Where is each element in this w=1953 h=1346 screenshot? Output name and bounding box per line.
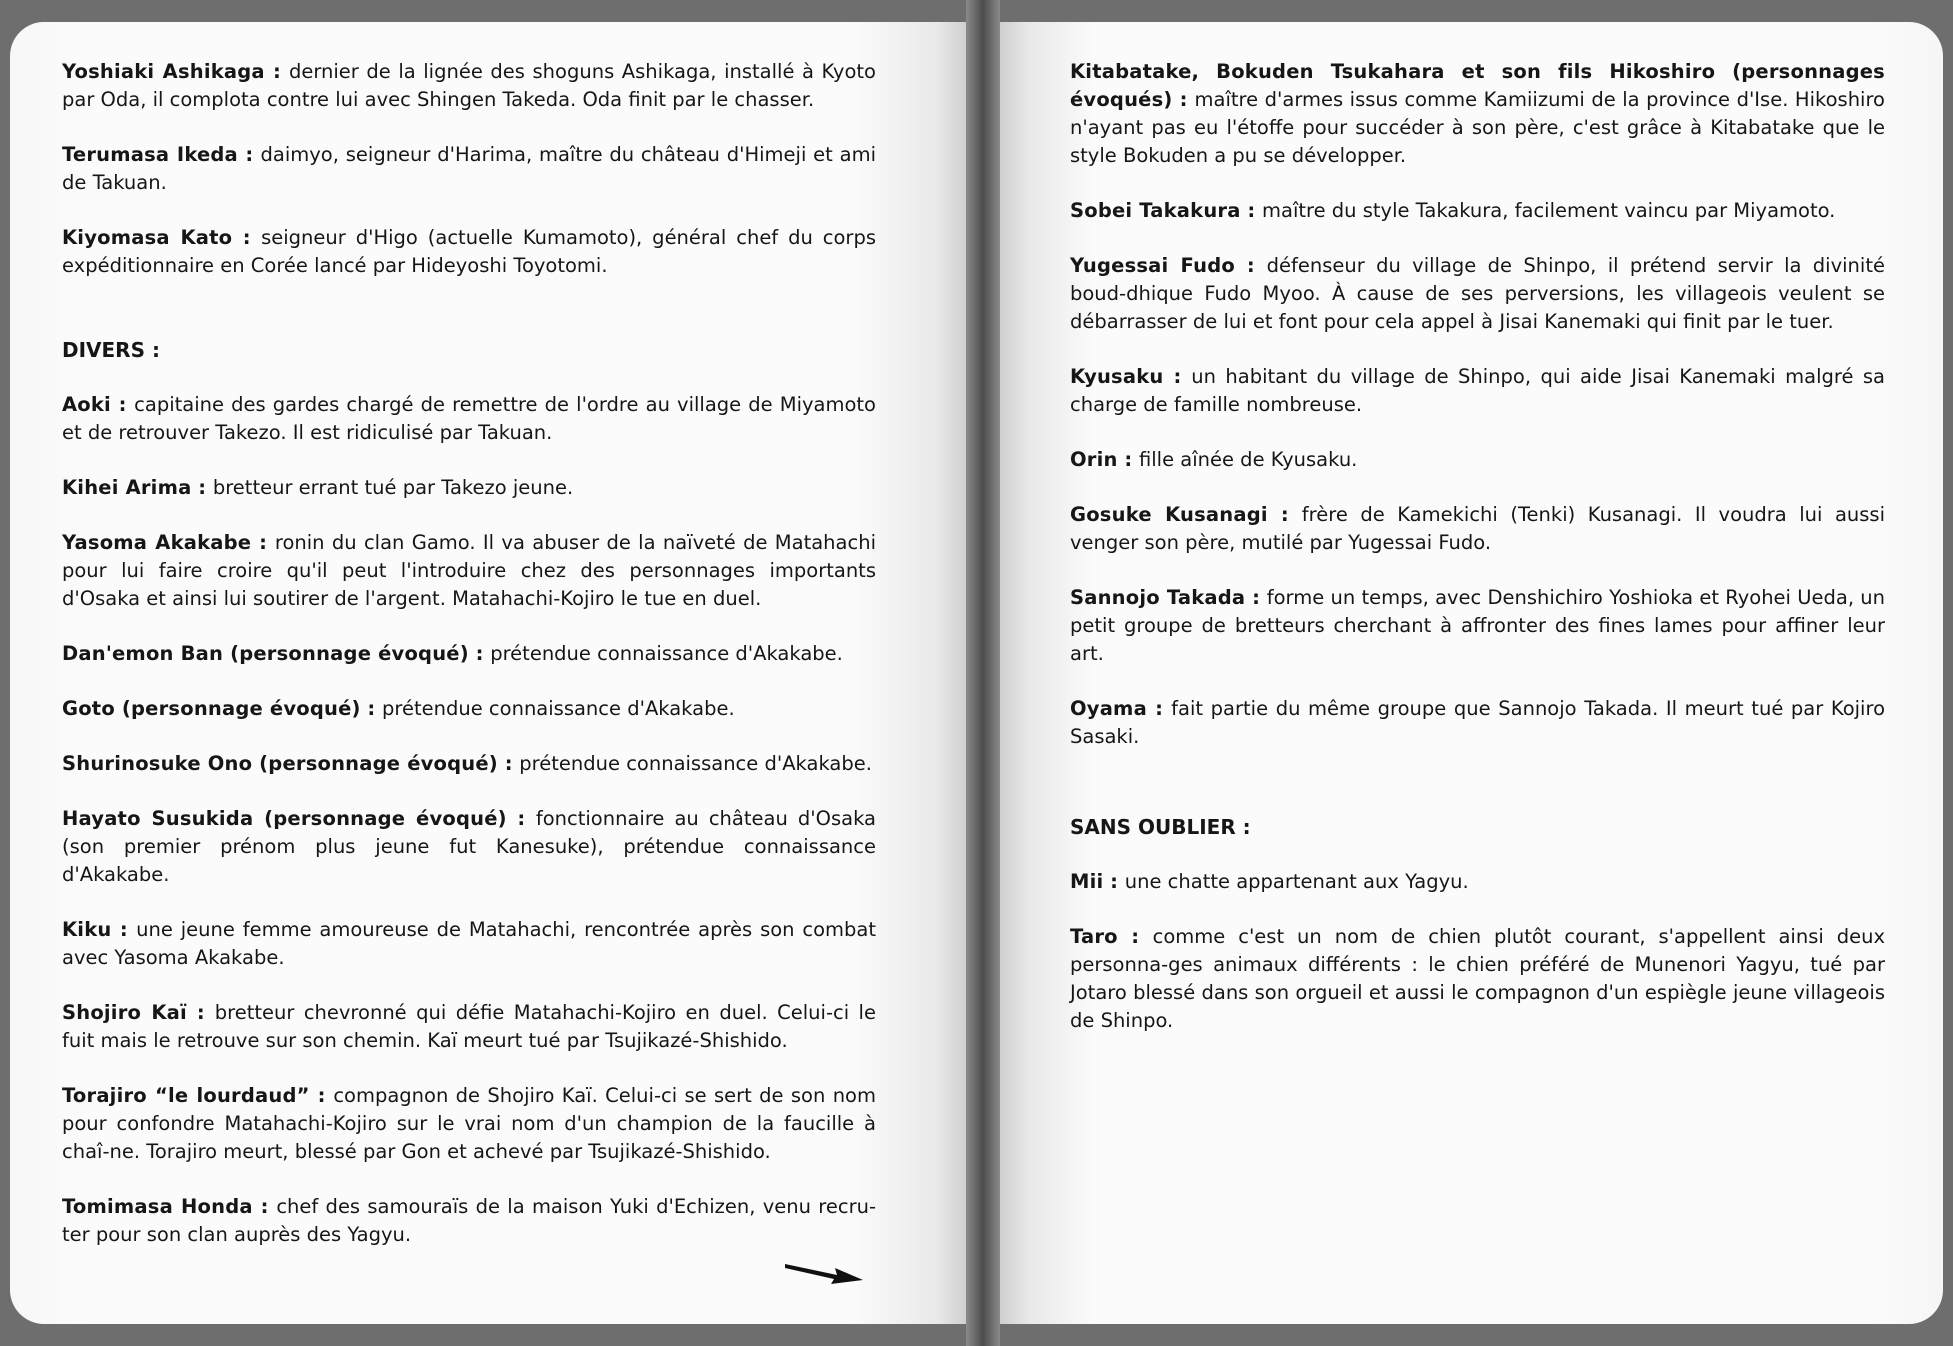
entry-separator: : — [1234, 254, 1267, 277]
entry-name: Tomimasa Honda — [62, 1195, 253, 1218]
entry-separator: : — [252, 1195, 277, 1218]
next-page-arrow-icon — [785, 1258, 863, 1286]
glossary-entry — [62, 695, 876, 723]
entry-name: Kiku — [62, 918, 112, 941]
entry-separator: : — [1267, 503, 1302, 526]
entry-description: dernier de la lignée des shoguns Ashikaga, installé à Kyoto par Oda, il complota contre lui avec Shingen Takeda. Oda finit par le chasser. — [62, 60, 876, 111]
section-title-divers: DIVERS : — [62, 338, 160, 362]
glossary-entry — [62, 224, 876, 280]
entry-separator: : — [111, 918, 137, 941]
entry-name: Yugessai Fudo — [1070, 254, 1235, 277]
entry-name: Dan'emon Ban (personnage évoqué) — [62, 642, 469, 665]
entry-description: chef des samouraïs de la maison Yuki d'Echizen, venu recru-ter pour son clan auprès des Yagyu. — [62, 1195, 876, 1246]
entry-description: une jeune femme amoureuse de Matahachi, rencontrée après son combat avec Yasoma Akakabe. — [62, 918, 876, 969]
glossary-entry — [1070, 695, 1885, 751]
right-section-entries — [1070, 868, 1885, 1035]
entry-name: Yoshiaki Ashikaga — [62, 60, 265, 83]
glossary-entry — [1070, 868, 1885, 896]
entry-name: Orin — [1070, 448, 1118, 471]
entry-name: Kiyomasa Kato — [62, 226, 233, 249]
entry-description: bretteur chevronné qui défie Matahachi-Kojiro en duel. Celui-ci le fuit mais le retrouve sur son chemin. Kaï meurt tué par Tsujikazé-Shishido. — [62, 1001, 876, 1052]
entry-description: maître du style Takakura, facilement vaincu par Miyamoto. — [1262, 199, 1836, 222]
entry-description: fait partie du même groupe que Sannojo Takada. Il meurt tué par Kojiro Sasaki. — [1070, 697, 1885, 748]
entry-name: Aoki — [62, 393, 111, 416]
glossary-entry — [1070, 584, 1885, 668]
entry-name: Sannojo Takada — [1070, 586, 1246, 609]
entry-separator: : — [237, 143, 261, 166]
glossary-entry — [1070, 446, 1885, 474]
entry-separator: : — [1240, 199, 1262, 222]
entry-name: Kitabatake, Bokuden Tsukahara et son fils Hikoshiro (personnages évoqués) — [1070, 60, 1885, 111]
entry-description: ronin du clan Gamo. Il va abuser de la naïveté de Matahachi pour lui faire croire qu'il peut l'introduire chez des personnages importants d'Osaka et ainsi lui soutirer de l'argent. Matahachi-Kojiro le tue en duel. — [62, 531, 876, 610]
glossary-entry — [62, 58, 876, 114]
entry-separator: : — [251, 531, 275, 554]
entry-separator: : — [309, 1084, 334, 1107]
glossary-entry — [1070, 363, 1885, 419]
entry-separator: : — [506, 807, 536, 830]
entry-description: forme un temps, avec Denshichiro Yoshioka et Ryohei Ueda, un petit groupe de bretteurs cherchant à affronter des fines lames pour affiner leur art. — [1070, 586, 1885, 665]
entry-description: prétendue connaissance d'Akakabe. — [382, 697, 735, 720]
entry-name: Kyusaku — [1070, 365, 1164, 388]
entry-description: compagnon de Shojiro Kaï. Celui-ci se sert de son nom pour confondre Matahachi-Kojiro sur le vrai nom d'un champion de la faucille à chaî-ne. Torajiro meurt, blessé par Gon et achevé par Tsujikazé-Shishido. — [62, 1084, 876, 1163]
glossary-entry — [1070, 501, 1885, 557]
right-column — [1070, 58, 1885, 1062]
entry-name: Goto (personnage évoqué) — [62, 697, 361, 720]
entry-separator: : — [1172, 88, 1195, 111]
entry-name: Gosuke Kusanagi — [1070, 503, 1268, 526]
left-divers-entries — [62, 391, 876, 1249]
entry-description: capitaine des gardes chargé de remettre de l'ordre au village de Miyamoto et de retrouver Takezo. Il est ridiculisé par Takuan. — [62, 393, 876, 444]
glossary-entry — [62, 1082, 876, 1166]
glossary-entry — [1070, 923, 1885, 1035]
entry-separator: : — [1146, 697, 1172, 720]
left-top-entries — [62, 58, 876, 280]
entry-separator: : — [360, 697, 383, 720]
entry-separator: : — [191, 476, 213, 499]
entry-separator: : — [497, 752, 520, 775]
entry-separator: : — [186, 1001, 215, 1024]
book-gutter — [966, 0, 1000, 1346]
entry-name: Torajiro “le lourdaud” — [62, 1084, 310, 1107]
glossary-entry — [62, 1193, 876, 1249]
left-column — [62, 58, 876, 1276]
glossary-entry — [62, 141, 876, 197]
entry-separator: : — [1117, 448, 1139, 471]
right-top-entries — [1070, 58, 1885, 751]
glossary-entry — [62, 391, 876, 447]
entry-description: bretteur errant tué par Takezo jeune. — [212, 476, 574, 499]
section-title-sans-oublier: SANS OUBLIER : — [1070, 815, 1251, 839]
entry-name: Mii — [1070, 870, 1104, 893]
entry-description: frère de Kamekichi (Tenki) Kusanagi. Il voudra lui aussi venger son père, mutilé par Yugessai Fudo. — [1070, 503, 1885, 554]
entry-name: Taro — [1070, 925, 1118, 948]
glossary-entry — [62, 999, 876, 1055]
entry-description: prétendue connaissance d'Akakabe. — [490, 642, 843, 665]
glossary-entry — [1070, 58, 1885, 170]
entry-name: Sobei Takakura — [1070, 199, 1241, 222]
entry-description: comme c'est un nom de chien plutôt courant, s'appellent ainsi deux personna-ges animaux différents : le chien préféré de Munenori Yagyu, tué par Jotaro blessé dans son orgueil et aussi le compagnon d'un espiègle jeune villageois de Shinpo. — [1070, 925, 1885, 1032]
entry-description: fille aînée de Kyusaku. — [1138, 448, 1358, 471]
entry-separator: : — [264, 60, 289, 83]
glossary-entry — [1070, 197, 1885, 225]
entry-separator: : — [468, 642, 491, 665]
glossary-entry — [1070, 252, 1885, 336]
entry-description: fonctionnaire au château d'Osaka (son premier prénom plus jeune fut Kanesuke), prétendue connaissance d'Akakabe. — [62, 807, 876, 886]
entry-name: Yasoma Akakabe — [62, 531, 252, 554]
entry-description: prétendue connaissance d'Akakabe. — [519, 752, 872, 775]
entry-description: maître d'armes issus comme Kamiizumi de la province d'Ise. Hikoshiro n'ayant pas eu l'étoffe pour succéder à son père, c'est grâce à Kitabatake que le style Bokuden a pu se développer. — [1070, 88, 1885, 167]
entry-separator: : — [1245, 586, 1267, 609]
entry-description: une chatte appartenant aux Yagyu. — [1124, 870, 1469, 893]
entry-separator: : — [1163, 365, 1192, 388]
glossary-entry — [62, 529, 876, 613]
entry-description: daimyo, seigneur d'Harima, maître du château d'Himeji et ami de Takuan. — [62, 143, 876, 194]
entry-name: Hayato Susukida (personnage évoqué) — [62, 807, 507, 830]
entry-separator: : — [110, 393, 135, 416]
glossary-entry — [62, 805, 876, 889]
entry-separator: : — [1103, 870, 1125, 893]
entry-description: un habitant du village de Shinpo, qui aide Jisai Kanemaki malgré sa charge de famille nombreuse. — [1070, 365, 1885, 416]
entry-description: défenseur du village de Shinpo, il prétend servir la divinité boud-dhique Fudo Myoo. À cause de ses perversions, les villageois veulent se débarrasser de lui et font pour cela appel à Jisai Kanemaki qui finit par le tuer. — [1070, 254, 1885, 333]
entry-separator: : — [1117, 925, 1153, 948]
entry-description: seigneur d'Higo (actuelle Kumamoto), général chef du corps expéditionnaire en Corée lancé par Hideyoshi Toyotomi. — [62, 226, 876, 277]
entry-name: Oyama — [1070, 697, 1147, 720]
entry-name: Kihei Arima — [62, 476, 192, 499]
glossary-entry — [62, 750, 876, 778]
glossary-entry — [62, 474, 876, 502]
glossary-entry — [62, 916, 876, 972]
entry-separator: : — [232, 226, 262, 249]
entry-name: Shurinosuke Ono (personnage évoqué) — [62, 752, 498, 775]
glossary-entry — [62, 640, 876, 668]
entry-name: Terumasa Ikeda — [62, 143, 238, 166]
entry-name: Shojiro Kaï — [62, 1001, 187, 1024]
